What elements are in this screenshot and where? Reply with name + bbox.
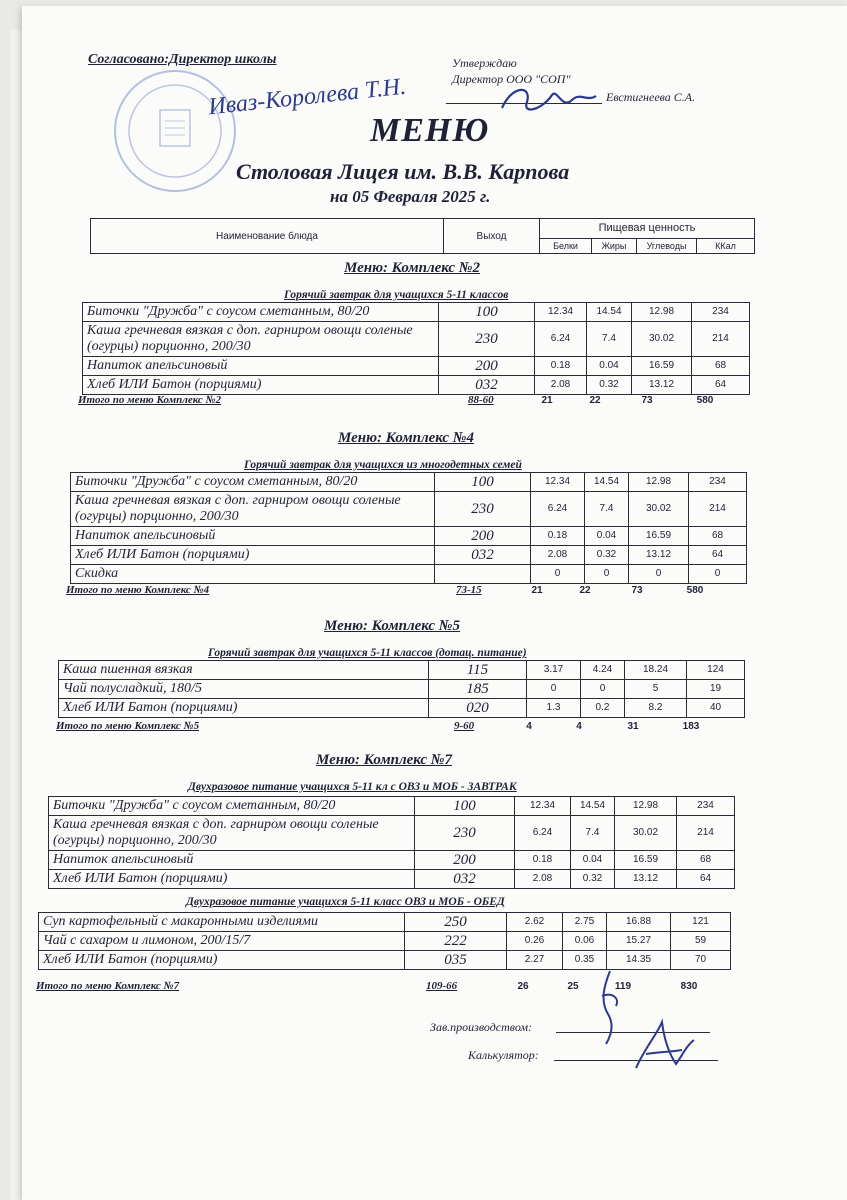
dish-fat: 14.54 xyxy=(571,797,615,816)
menu-table xyxy=(70,472,747,584)
dish-name: Каша гречневая вязкая с доп. гарниром овощи соленые (огурцы) порционно, 200/30 xyxy=(71,492,435,527)
dish-fat: 0.06 xyxy=(563,932,607,951)
dish-carbs: 14.35 xyxy=(607,951,671,970)
dish-name: Каша гречневая вязкая с доп. гарниром овощи соленые (огурцы) порционно, 200/30 xyxy=(49,816,415,851)
dish-carbs: 13.12 xyxy=(632,376,692,395)
dish-fat: 0.32 xyxy=(587,376,632,395)
total-kcal: 830 xyxy=(680,981,698,992)
dish-name: Хлеб ИЛИ Батон (порциями) xyxy=(59,699,429,718)
dish-kcal: 0 xyxy=(689,565,747,584)
dish-name: Скидка xyxy=(71,565,435,584)
dish-kcal: 68 xyxy=(677,851,735,870)
dish-kcal: 124 xyxy=(687,661,745,680)
table-row xyxy=(71,546,747,565)
table-row xyxy=(83,322,750,357)
table-row xyxy=(59,661,745,680)
dish-output: 035 xyxy=(405,951,507,970)
total-fat: 25 xyxy=(567,981,579,992)
calculator-label: Калькулятор: xyxy=(468,1048,539,1062)
dish-name: Суп картофельный с макаронными изделиями xyxy=(39,913,405,932)
group-title: Горячий завтрак для учащихся 5-11 классов xyxy=(284,289,509,301)
dish-protein: 12.34 xyxy=(515,797,571,816)
dish-kcal: 40 xyxy=(687,699,745,718)
menu-table xyxy=(38,912,731,970)
columns-header xyxy=(90,218,755,254)
menu-total-price: 73-15 xyxy=(456,584,482,596)
dish-name: Биточки "Дружба" с соусом сметанным, 80/20 xyxy=(71,473,435,492)
menu-title: Меню: Комплекс №5 xyxy=(324,618,460,634)
table-row xyxy=(49,816,735,851)
dish-protein: 6.24 xyxy=(531,492,585,527)
table-row xyxy=(71,527,747,546)
dish-fat: 0.04 xyxy=(587,357,632,376)
dish-kcal: 70 xyxy=(671,951,731,970)
dish-carbs: 16.88 xyxy=(607,913,671,932)
column-protein: Белки xyxy=(540,238,592,253)
dish-fat: 14.54 xyxy=(587,303,632,322)
total-fat: 4 xyxy=(576,721,582,732)
dish-protein: 2.08 xyxy=(535,376,587,395)
dish-output: 185 xyxy=(429,680,527,699)
menu-title: Меню: Комплекс №7 xyxy=(316,752,452,768)
table-row xyxy=(39,932,731,951)
dish-kcal: 64 xyxy=(689,546,747,565)
group-title: Горячий завтрак для учащихся 5-11 классов (дотац. питание) xyxy=(208,647,527,659)
dish-carbs: 12.98 xyxy=(615,797,677,816)
table-row xyxy=(49,851,735,870)
signature-left: Иваз-Королева Т.Н. xyxy=(207,73,408,121)
column-nutrition: Пищевая ценность xyxy=(540,219,755,239)
dish-kcal: 59 xyxy=(671,932,731,951)
approver-right-name: Евстигнеева С.А. xyxy=(606,90,696,104)
dish-output: 230 xyxy=(439,322,535,357)
dish-output xyxy=(435,565,531,584)
dish-carbs: 0 xyxy=(629,565,689,584)
signature-calculator-icon xyxy=(628,1016,698,1076)
dish-protein: 6.24 xyxy=(515,816,571,851)
dish-protein: 6.24 xyxy=(535,322,587,357)
dish-output: 100 xyxy=(435,473,531,492)
total-carbs: 31 xyxy=(627,721,639,732)
table-row xyxy=(59,680,745,699)
dish-protein: 0 xyxy=(527,680,581,699)
dish-protein: 2.27 xyxy=(507,951,563,970)
dish-kcal: 64 xyxy=(677,870,735,889)
dish-fat: 0.32 xyxy=(585,546,629,565)
dish-output: 032 xyxy=(415,870,515,889)
column-output: Выход xyxy=(444,219,540,254)
menu-total-label: Итого по меню Комплекс №2 xyxy=(78,394,222,406)
column-fat: Жиры xyxy=(592,238,637,253)
dish-fat: 2.75 xyxy=(563,913,607,932)
total-protein: 21 xyxy=(541,395,553,406)
dish-name: Чай полусладкий, 180/5 xyxy=(59,680,429,699)
dish-protein: 12.34 xyxy=(531,473,585,492)
dish-fat: 0.04 xyxy=(571,851,615,870)
dish-protein: 1.3 xyxy=(527,699,581,718)
dish-carbs: 18.24 xyxy=(625,661,687,680)
dish-carbs: 16.59 xyxy=(632,357,692,376)
dish-name: Каша гречневая вязкая с доп. гарниром овощи соленые (огурцы) порционно, 200/30 xyxy=(83,322,439,357)
total-kcal: 580 xyxy=(686,585,704,596)
group-title: Двухразовое питание учащихся 5-11 кл с ОВЗ и МОБ - ЗАВТРАК xyxy=(188,781,517,793)
group-title: Двухразовое питание учащихся 5-11 класс ОВЗ и МОБ - ОБЕД xyxy=(186,896,505,908)
dish-protein: 0.18 xyxy=(535,357,587,376)
dish-kcal: 234 xyxy=(677,797,735,816)
total-kcal: 580 xyxy=(696,395,714,406)
menu-table xyxy=(82,302,750,395)
dish-name: Чай с сахаром и лимоном, 200/15/7 xyxy=(39,932,405,951)
dish-protein: 12.34 xyxy=(535,303,587,322)
dish-fat: 14.54 xyxy=(585,473,629,492)
dish-fat: 7.4 xyxy=(585,492,629,527)
table-row xyxy=(49,797,735,816)
menu-total-price: 109-66 xyxy=(426,980,458,992)
page-subtitle: Столовая Лицея им. В.В. Карпова xyxy=(236,159,570,184)
dish-kcal: 68 xyxy=(689,527,747,546)
total-fat: 22 xyxy=(589,395,601,406)
menu-total-label: Итого по меню Комплекс №4 xyxy=(66,584,210,596)
dish-kcal: 19 xyxy=(687,680,745,699)
dish-carbs: 12.98 xyxy=(629,473,689,492)
dish-fat: 0 xyxy=(581,680,625,699)
column-name: Наименование блюда xyxy=(91,219,444,254)
dish-name: Хлеб ИЛИ Батон (порциями) xyxy=(71,546,435,565)
dish-protein: 3.17 xyxy=(527,661,581,680)
dish-name: Хлеб ИЛИ Батон (порциями) xyxy=(83,376,439,395)
total-protein: 26 xyxy=(517,981,529,992)
dish-kcal: 234 xyxy=(689,473,747,492)
dish-carbs: 13.12 xyxy=(615,870,677,889)
dish-fat: 0.04 xyxy=(585,527,629,546)
dish-output: 230 xyxy=(415,816,515,851)
menu-table xyxy=(58,660,745,718)
dish-output: 230 xyxy=(435,492,531,527)
table-row xyxy=(71,492,747,527)
dish-carbs: 16.59 xyxy=(629,527,689,546)
dish-kcal: 68 xyxy=(692,357,750,376)
dish-carbs: 13.12 xyxy=(629,546,689,565)
dish-name: Напиток апельсиновый xyxy=(49,851,415,870)
dish-carbs: 15.27 xyxy=(607,932,671,951)
approval-right-position: Директор ООО "СОП" xyxy=(452,72,571,86)
dish-protein: 2.08 xyxy=(531,546,585,565)
column-carbs: Углеводы xyxy=(637,238,697,253)
school-stamp-icon xyxy=(110,66,240,196)
table-row xyxy=(59,699,745,718)
menu-sheet xyxy=(22,6,847,1200)
total-fat: 22 xyxy=(579,585,591,596)
dish-output: 200 xyxy=(415,851,515,870)
dish-protein: 0.26 xyxy=(507,932,563,951)
total-carbs: 73 xyxy=(641,395,653,406)
dish-carbs: 16.59 xyxy=(615,851,677,870)
dish-fat: 7.4 xyxy=(587,322,632,357)
dish-fat: 0 xyxy=(585,565,629,584)
group-title: Горячий завтрак для учащихся из многодетных семей xyxy=(244,459,522,471)
dish-name: Хлеб ИЛИ Батон (порциями) xyxy=(39,951,405,970)
total-carbs: 119 xyxy=(614,981,632,992)
dish-output: 115 xyxy=(429,661,527,680)
dish-fat: 0.2 xyxy=(581,699,625,718)
dish-carbs: 5 xyxy=(625,680,687,699)
menu-title: Меню: Комплекс №4 xyxy=(338,430,474,446)
dish-kcal: 234 xyxy=(692,303,750,322)
dish-fat: 4.24 xyxy=(581,661,625,680)
approval-left-label: Согласовано:Директор школы xyxy=(88,52,277,67)
dish-kcal: 214 xyxy=(692,322,750,357)
dish-protein: 2.62 xyxy=(507,913,563,932)
dish-kcal: 214 xyxy=(677,816,735,851)
dish-output: 222 xyxy=(405,932,507,951)
dish-protein: 0.18 xyxy=(531,527,585,546)
menu-total-label: Итого по меню Комплекс №7 xyxy=(36,980,180,992)
table-row xyxy=(83,357,750,376)
dish-fat: 7.4 xyxy=(571,816,615,851)
dish-output: 032 xyxy=(439,376,535,395)
menu-total-label: Итого по меню Комплекс №5 xyxy=(56,720,200,732)
dish-name: Напиток апельсиновый xyxy=(71,527,435,546)
total-protein: 21 xyxy=(531,585,543,596)
total-kcal: 183 xyxy=(682,721,700,732)
dish-carbs: 12.98 xyxy=(632,303,692,322)
dish-kcal: 64 xyxy=(692,376,750,395)
table-row xyxy=(83,303,750,322)
dish-protein: 0.18 xyxy=(515,851,571,870)
table-row xyxy=(71,473,747,492)
dish-protein: 2.08 xyxy=(515,870,571,889)
dish-output: 100 xyxy=(415,797,515,816)
total-carbs: 73 xyxy=(631,585,643,596)
dish-name: Каша пшенная вязкая xyxy=(59,661,429,680)
dish-name: Напиток апельсиновый xyxy=(83,357,439,376)
production-manager-label: Зав.производством: xyxy=(430,1020,533,1034)
dish-output: 200 xyxy=(435,527,531,546)
table-row xyxy=(49,870,735,889)
dish-output: 200 xyxy=(439,357,535,376)
menu-total-price: 9-60 xyxy=(454,720,475,732)
page-title: МЕНЮ xyxy=(370,112,490,149)
table-row xyxy=(39,913,731,932)
menu-table xyxy=(48,796,735,889)
dish-fat: 0.32 xyxy=(571,870,615,889)
dish-name: Биточки "Дружба" с соусом сметанным, 80/20 xyxy=(49,797,415,816)
dish-carbs: 30.02 xyxy=(632,322,692,357)
menu-title: Меню: Комплекс №2 xyxy=(344,260,480,276)
dish-kcal: 121 xyxy=(671,913,731,932)
dish-carbs: 8.2 xyxy=(625,699,687,718)
dish-output: 250 xyxy=(405,913,507,932)
dish-carbs: 30.02 xyxy=(629,492,689,527)
table-row xyxy=(71,565,747,584)
dish-name: Биточки "Дружба" с соусом сметанным, 80/20 xyxy=(83,303,439,322)
dish-protein: 0 xyxy=(531,565,585,584)
total-protein: 4 xyxy=(526,721,532,732)
signature-right-icon xyxy=(492,80,602,120)
menu-date: на 05 Февраля 2025 г. xyxy=(330,187,491,206)
dish-output: 020 xyxy=(429,699,527,718)
table-row xyxy=(83,376,750,395)
dish-name: Хлеб ИЛИ Батон (порциями) xyxy=(49,870,415,889)
dish-fat: 0.35 xyxy=(563,951,607,970)
dish-output: 100 xyxy=(439,303,535,322)
dish-output: 032 xyxy=(435,546,531,565)
menu-total-price: 88-60 xyxy=(468,394,494,406)
column-kcal: ККал xyxy=(697,238,755,253)
dish-kcal: 214 xyxy=(689,492,747,527)
approval-right-label: Утверждаю xyxy=(452,56,517,70)
dish-carbs: 30.02 xyxy=(615,816,677,851)
